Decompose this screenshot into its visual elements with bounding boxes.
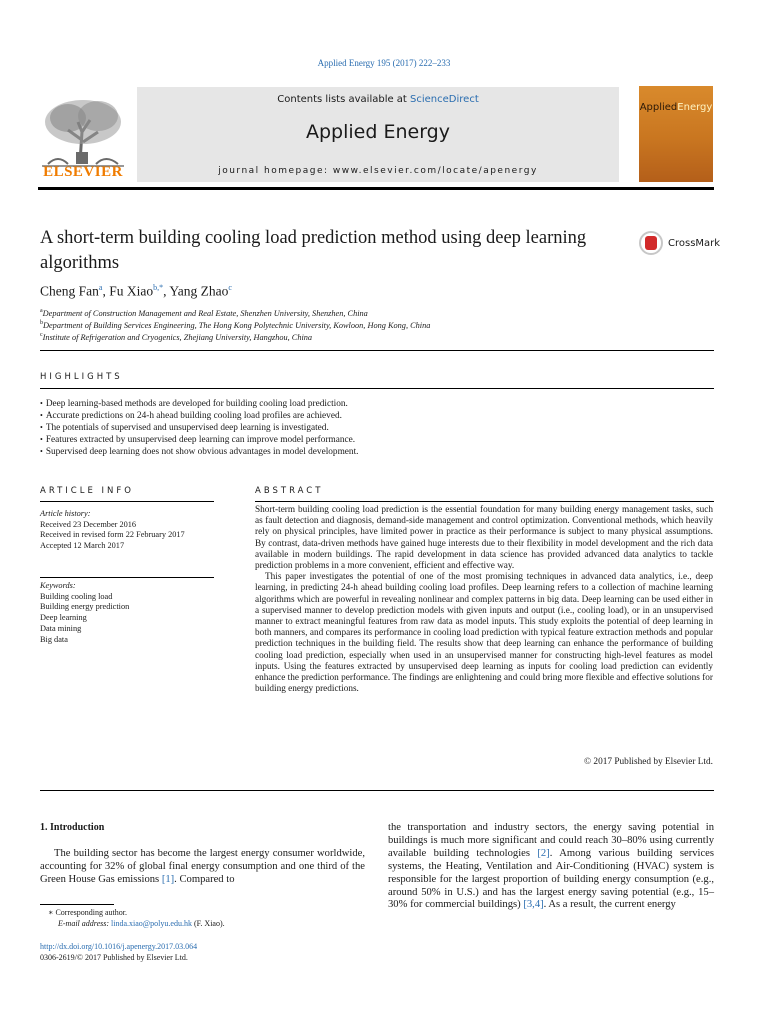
author-list: Cheng Fan$^a$, Fu Xiao$^{b,*}$, Yang Zhao$^c$ <box>40 283 232 299</box>
author-affil-mark[interactable]: a <box>98 283 103 292</box>
intro-left-column: The building sector has become the largest energy consumer worldwide, accounting for 32% of global final energy consumption and one third of the Green House Gas emissions [1]. Compared to <box>40 848 365 885</box>
keyword: Big data <box>40 634 68 644</box>
divider <box>40 577 214 578</box>
list-item: • Deep learning-based methods are developed for building cooling load prediction. <box>40 398 720 410</box>
keyword: Data mining <box>40 623 82 633</box>
author-name[interactable]: Fu Xiao <box>109 283 154 299</box>
abstract-paragraph: Short-term building cooling load prediction is the essential foundation for many building energy management tasks, such as fault detection and diagnosis, demand-side management and control optimization. Conventional methods, which heavily rely on physical principles, have limited power in practice as their performance is subject to many physical assumptions. By contrast, data-driven methods have gained huge interests due to their flexibility in model development and the rich data available in modern buildings. The rapid development in data science has provided advanced data analytics to tackle prediction problems in a more convenient, efficient and effective way. <box>255 505 713 572</box>
divider <box>255 501 714 502</box>
email-note: E-mail address: linda.xiao@polyu.edu.hk (F. Xiao). <box>58 919 225 928</box>
author-affil-mark[interactable]: c <box>228 283 232 292</box>
abstract-paragraph: This paper investigates the potential of one of the most promising techniques in advanced data analytics, i.e., deep learning, in predicting 24-h ahead building cooling load profiles. Deep learning refers to a collection of machine learning algorithms which are powerful in revealing nonlinear and complex patterns in big data. Deep learning can be used either in a supervised manner to develop prediction models with given inputs and output (i.e., cooling load), or in an unsupervised manner to extract meaningful features from raw data as model inputs. This study exploits the potential of deep learning in both manners, and compares its performance in cooling load prediction with typical feature extraction methods and popular prediction techniques in the building field. The results show that deep learning can enhance the performance of building cooling load prediction, especially when used in an unsupervised manner for constructing high-level features as model inputs. Using the features extracted by unsupervised deep learning as inputs for cooling load prediction can evidently enhance the prediction performance. The findings are enlightening and could bring more flexible and effective solutions for building energy predictions. <box>255 572 713 695</box>
sciencedirect-link[interactable]: ScienceDirect <box>410 94 479 105</box>
divider <box>40 501 214 502</box>
list-item: • The potentials of supervised and unsupervised deep learning is investigated. <box>40 422 720 434</box>
copyright: © 2017 Published by Elsevier Ltd. <box>584 757 713 767</box>
crossmark-bookmark-icon <box>645 236 657 250</box>
citation-link[interactable]: [2] <box>537 847 550 859</box>
affiliation: $^a$Department of Construction Management and Real Estate, Shenzhen University, Shenzhen, China <box>40 308 368 318</box>
article-info-heading: ARTICLE INFO <box>40 486 134 496</box>
article-title: A short-term building cooling load prediction method using deep learning algorithms <box>40 228 587 273</box>
intro-right-column: the transportation and industry sectors, the energy saving potential in buildings is much more significant and could reach 30–80% using currently available building technologies [2]. Among various building services systems, the Heating, Ventilation and Air-Conditioning (HVAC) system is responsible for the largest proportion of building energy consumption (e.g., around 50% in U.S.) and has the largest energy saving potential (e.g., 15–30% for commercial buildings) [3,4]. As a result, the current energy <box>388 822 714 911</box>
affiliation: $^b$Department of Building Services Engineering, The Hong Kong Polytechnic University, Kowloon, Hong Kong, China <box>40 320 431 330</box>
contents-line <box>137 94 619 105</box>
journal-citation[interactable]: Applied Energy 195 (2017) 222–233 <box>317 58 451 68</box>
keyword: Deep learning <box>40 613 87 623</box>
journal-title: Applied Energy <box>306 121 450 143</box>
cover-title: AppliedEnergy <box>639 102 713 113</box>
citation-link[interactable]: [1] <box>161 873 175 885</box>
author-name[interactable]: Cheng Fan <box>40 283 99 299</box>
abstract-heading: ABSTRACT <box>255 486 324 496</box>
keyword: Building energy prediction <box>40 602 130 612</box>
highlights-heading: HIGHLIGHTS <box>40 372 123 382</box>
author-affil-mark[interactable]: b,* <box>153 283 164 292</box>
list-item: • Accurate predictions on 24-h ahead building cooling load profiles are achieved. <box>40 410 720 422</box>
email-link[interactable]: linda.xiao@polyu.edu.hk <box>111 919 192 928</box>
keyword: Building cooling load <box>40 591 113 601</box>
list-item: • Supervised deep learning does not show obvious advantages in model development. <box>40 446 720 458</box>
accepted-date: Accepted 12 March 2017 <box>40 541 125 551</box>
contents-prefix: Contents lists available at <box>277 94 411 105</box>
divider <box>40 790 714 791</box>
journal-homepage[interactable]: journal homepage: www.elsevier.com/locate/apenergy <box>218 166 538 176</box>
list-item: • Features extracted by unsupervised deep learning can improve model performance. <box>40 434 720 446</box>
keywords: Keywords: Building cooling load Building energy prediction Deep learning Data mining Big data <box>40 581 214 645</box>
author-name[interactable]: Yang Zhao <box>169 283 229 299</box>
divider <box>40 388 714 389</box>
doi-link[interactable]: http://dx.doi.org/10.1016/j.apenergy.2017.03.064 <box>40 942 198 951</box>
revised-date: Received in revised form 22 February 2017 <box>40 530 185 540</box>
received-date: Received 23 December 2016 <box>40 519 137 529</box>
footnote-rule <box>40 904 114 905</box>
journal-cover[interactable] <box>639 86 713 182</box>
highlights-list <box>40 398 720 458</box>
intro-heading: 1. Introduction <box>40 822 105 833</box>
abstract-body <box>255 505 713 695</box>
crossmark-label[interactable]: CrossMark <box>668 238 721 249</box>
affiliation: $^c$Institute of Refrigeration and Cryogenics, Zhejiang University, Hangzhou, China <box>40 332 313 342</box>
issn-line: 0306-2619/© 2017 Published by Elsevier Ltd. <box>40 953 188 962</box>
citation-link[interactable]: [3,4] <box>523 899 544 911</box>
publisher-logo-text: ELSEVIER <box>43 164 123 180</box>
divider <box>40 350 714 351</box>
article-history: Article history: Received 23 December 2016 Received in revised form 22 February 2017 Accepted 12 March 2017 <box>40 509 214 552</box>
corresponding-author-note: ∗ Corresponding author. <box>48 908 127 917</box>
header-divider <box>38 187 714 190</box>
